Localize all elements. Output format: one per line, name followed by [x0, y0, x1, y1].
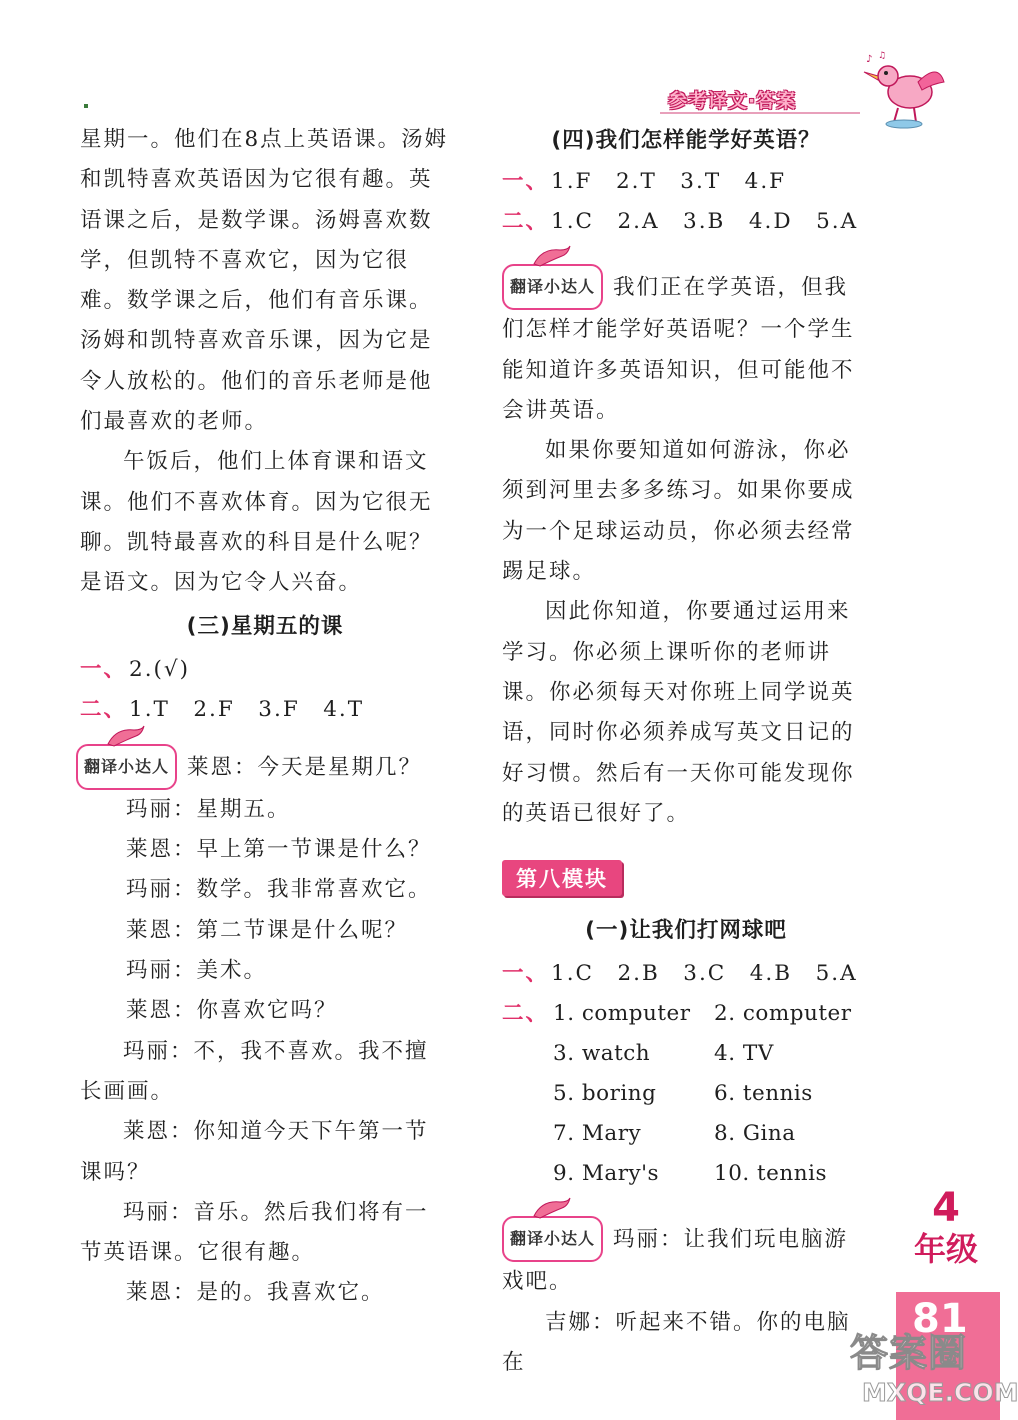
answer-marker: 一、 [502, 961, 550, 987]
dolphin-icon [532, 1196, 572, 1220]
right-paragraph-3: 因此你知道，你要通过运用来学习。你必须上课听你的老师讲课。你必须每天对你班上同学说英语，同时你必须养成写英文日记的好习惯。然后有一天你可能发现你的英语已很好了。 [502, 599, 855, 826]
dialog-line: 玛丽：星期五。 [126, 796, 291, 822]
header-title: 参考译文·答案 [668, 90, 797, 112]
answer-item: 10. tennis [714, 1161, 828, 1187]
grade-label [914, 1186, 978, 1268]
grade-number: 4 [932, 1185, 960, 1231]
answer-grid [553, 994, 914, 1194]
answer-marker: 二、 [502, 209, 550, 234]
page-number: 81 [912, 1296, 968, 1342]
dialog-text: 莱恩：今天是星期几？ [187, 754, 423, 780]
module-banner [502, 860, 870, 896]
translation-badge [502, 1216, 603, 1262]
answer-item: 6. tennis [714, 1081, 813, 1107]
right-column [502, 120, 870, 1383]
answer-marker: 二、 [80, 696, 128, 722]
badge-label: 翻译小达人 [510, 1229, 596, 1249]
translation-badge [76, 744, 177, 790]
section-1-title: (一)让我们打网球吧 [585, 918, 787, 944]
watermark-logo: 答案圈 [850, 1331, 968, 1375]
dolphin-icon [532, 244, 572, 268]
left-column [80, 120, 450, 1314]
dolphin-icon [106, 724, 146, 748]
dialog-line: 玛丽：数学。我非常喜欢它。 [126, 877, 432, 903]
left-paragraph-2: 午饭后，他们上体育课和语文课。他们不喜欢体育。因为它很无聊。凯特最喜欢的科目是什么呢？是语文。因为它令人兴奋。 [80, 449, 433, 596]
answer-item: 7. Mary [553, 1121, 642, 1147]
section-1-answer-1 [502, 954, 870, 994]
section-3-answer-1 [80, 650, 450, 690]
dialog-line: 吉娜：听起来不错。你的电脑在 [502, 1309, 851, 1376]
badge-label: 翻译小达人 [84, 756, 170, 776]
dialog-line: 莱恩：你知道今天下午第一节课吗？ [80, 1119, 429, 1185]
answer-marker: 二、 [502, 1001, 550, 1027]
answer-text: 1.F 2.T 3.T 4.F [551, 169, 787, 194]
badge-label: 翻译小达人 [510, 277, 596, 296]
corner-dot [84, 104, 88, 108]
answer-text: 2.(√) [129, 656, 191, 682]
answer-marker: 一、 [80, 656, 128, 682]
section-4-answer-2 [502, 202, 870, 242]
dialog-line [76, 744, 450, 790]
answer-text: 1.C 2.A 3.B 4.D 5.A [551, 209, 859, 234]
dialog-line: 莱恩：早上第一节课是什么？ [126, 837, 432, 863]
dialog-line: 玛丽：音乐。然后我们将有一节英语课。它很有趣。 [80, 1199, 429, 1266]
svg-text:♫: ♫ [878, 51, 887, 61]
dialog-line: 莱恩：第二节课是什么呢？ [126, 917, 409, 943]
dialog-line: 玛丽：不，我不喜欢。我不擅长画画。 [80, 1038, 429, 1104]
translation-badge [502, 264, 603, 310]
dialog-line: 莱恩：是的。我喜欢它。 [126, 1280, 385, 1306]
answer-item: 9. Mary's [553, 1161, 660, 1187]
answer-marker: 一、 [502, 169, 550, 194]
right-paragraph-2: 如果你要知道如何游泳，你必须到河里去多多练习。如果你要成为一个足球运动员，你必须去经常踢足球。 [502, 438, 855, 585]
watermark-url: MXQE.COM [862, 1378, 1018, 1407]
left-paragraph-1: 星期一。他们在8点上英语课。汤姆和凯特喜欢英语因为它很有趣。英语课之后，是数学课。汤姆喜欢数学，但凯特不喜欢它，因为它很难。数学课之后，他们有音乐课。汤姆和凯特喜欢音乐课，因为它是令人放松的。他们的音乐老师是他们最喜欢的老师。 [80, 127, 449, 435]
paragraph-text: 我们正在学英语，但我们怎样才能学好英语呢？一个学生能知道许多英语知识，但可能他不会讲英语。 [502, 275, 855, 423]
answer-item: 3. watch [553, 1041, 651, 1067]
answer-text: 1.T 2.F 3.F 4.T [129, 696, 365, 722]
answer-text: 1.C 2.B 3.C 4.B 5.A [551, 961, 858, 987]
section-1-answer-2 [502, 994, 870, 1194]
answer-item: 1. computer [553, 1001, 691, 1027]
section-3-title: (三)星期五的课 [186, 613, 344, 639]
svg-text:♪: ♪ [866, 54, 873, 65]
answer-item: 2. computer [714, 1001, 852, 1027]
bird-mascot-icon [858, 52, 948, 132]
module-title: 第八模块 [502, 860, 622, 896]
dialog-line: 莱恩：你喜欢它吗？ [126, 998, 338, 1024]
dialog-line: 玛丽：美术。 [126, 958, 268, 984]
section-4-answer-1 [502, 162, 870, 202]
dialog-text: 玛丽：让我们玩电脑游戏吧。 [502, 1227, 849, 1295]
section-4-title: (四)我们怎样能学好英语？ [551, 128, 821, 153]
grade-word: 年级 [914, 1230, 979, 1268]
answer-item: 5. boring [553, 1081, 657, 1107]
answer-item: 4. TV [714, 1041, 774, 1067]
right-paragraph-1 [502, 264, 870, 431]
dialog-line [502, 1216, 870, 1303]
answer-item: 8. Gina [714, 1121, 796, 1147]
